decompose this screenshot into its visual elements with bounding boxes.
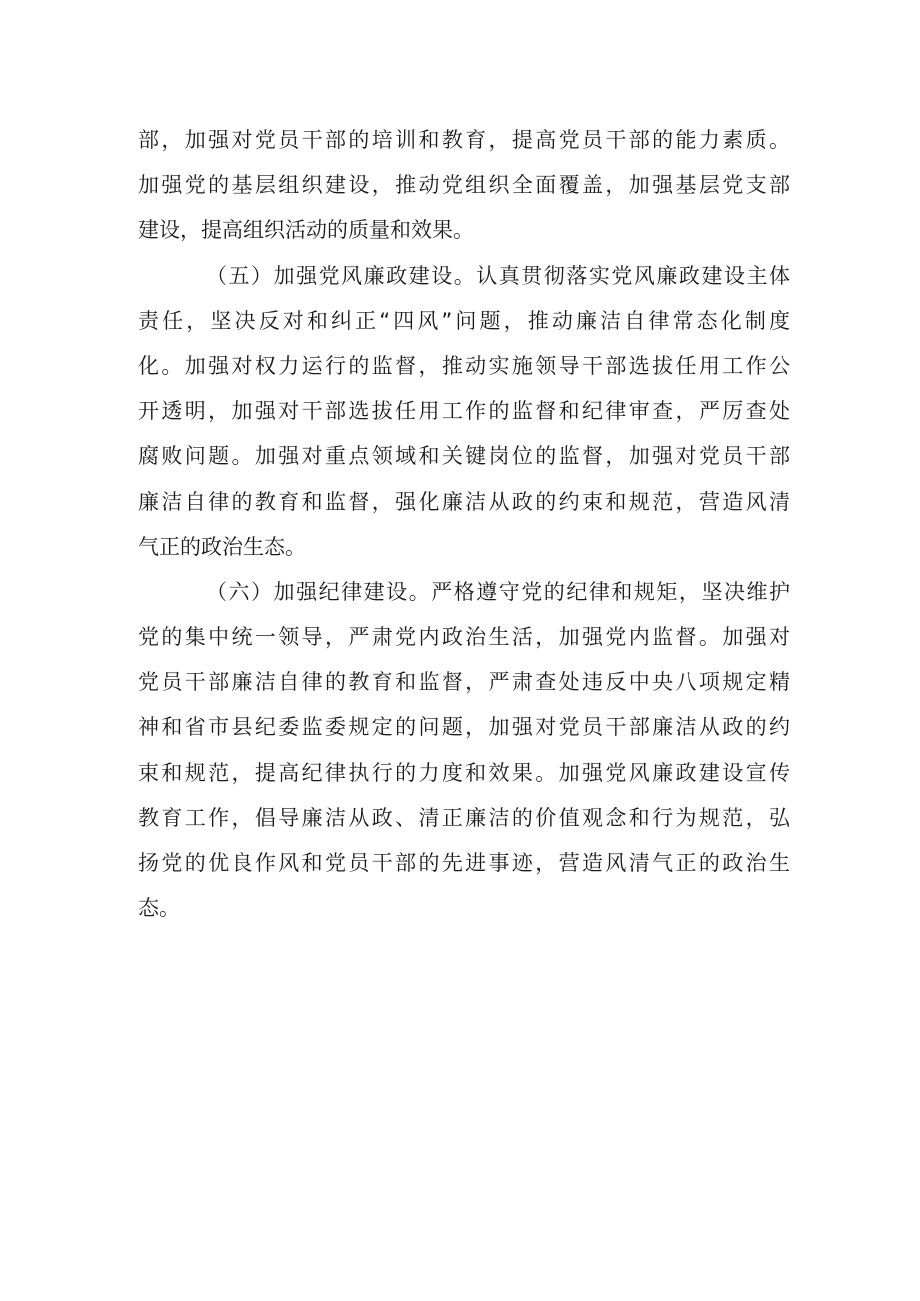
paragraph-section-six <box>138 570 790 932</box>
text-line: 束和规范，提高纪律执行的力度和效果。加强党风廉政建设宣传 <box>138 760 790 785</box>
text-line: 党员干部廉洁自律的教育和监督，严肃查处违反中央八项规定精 <box>138 670 790 695</box>
text-line: 腐败问题。加强对重点领域和关键岗位的监督，加强对党员干部 <box>138 444 790 469</box>
text-line: 态。 <box>138 896 180 921</box>
text-line: 化。加强对权力运行的监督，推动实施领导干部选拔任用工作公 <box>138 353 790 378</box>
text-line: 扬党的优良作风和党员干部的先进事迹，营造风清气正的政治生 <box>138 851 790 875</box>
paragraph-continuation <box>138 118 790 254</box>
text-line: 神和省市县纪委监委规定的问题，加强对党员干部廉洁从政的约 <box>138 715 790 740</box>
text-line: （六）加强纪律建设。严格遵守党的纪律和规矩，坚决维护 <box>206 579 790 604</box>
document-body <box>138 118 790 931</box>
paragraph-section-five <box>138 254 790 570</box>
text-line: 教育工作，倡导廉洁从政、清正廉洁的价值观念和行为规范，弘 <box>138 805 790 830</box>
text-line: 加强党的基层组织建设，推动党组织全面覆盖，加强基层党支部 <box>138 173 790 198</box>
text-line: 部，加强对党员干部的培训和教育，提高党员干部的能力素质。 <box>138 128 790 152</box>
text-line: 党的集中统一领导，严肃党内政治生活，加强党内监督。加强对 <box>138 625 790 650</box>
text-line: 责任，坚决反对和纠正“四风”问题，推动廉洁自律常态化制度 <box>138 308 790 333</box>
text-line: 开透明，加强对干部选拔任用工作的监督和纪律审查，严厉查处 <box>138 399 790 424</box>
text-line: 气正的政治生态。 <box>138 534 306 559</box>
text-line: 建设，提高组织活动的质量和效果。 <box>138 218 474 243</box>
text-line: 廉洁自律的教育和监督，强化廉洁从政的约束和规范，营造风清 <box>138 489 790 514</box>
text-line: （五）加强党风廉政建设。认真贯彻落实党风廉政建设主体 <box>206 263 790 288</box>
